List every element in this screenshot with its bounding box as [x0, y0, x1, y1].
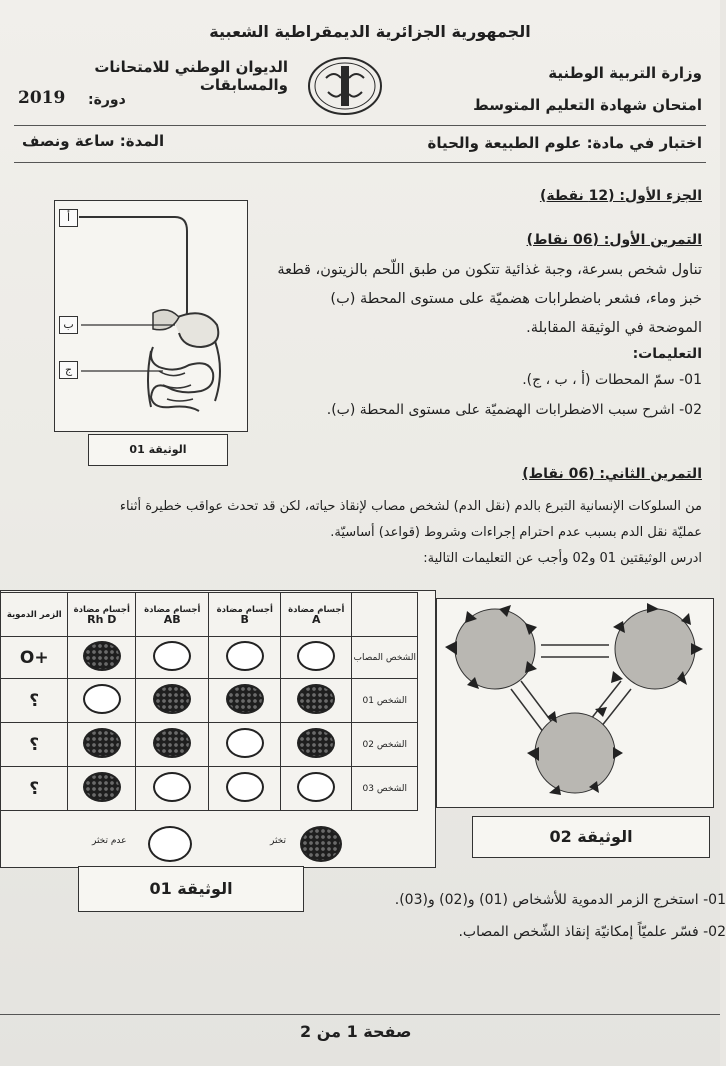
header-anti-a: أجسام مضادة A	[280, 593, 352, 637]
ex1-line: تناول شخص بسرعة، وجبة غذائية تتكون من طبق اللّحم بالزيتون، قطعة	[277, 262, 702, 278]
header-anti-ab: أجسام مضادة AB	[135, 593, 209, 637]
group-value: O+	[1, 637, 68, 679]
subject-line: اختبار في مادة: علوم الطبيعة والحياة	[427, 134, 702, 152]
no-agglutination-circle	[297, 641, 335, 671]
no-agglutination-circle	[153, 641, 191, 671]
agglutination-circle	[83, 772, 121, 802]
station-label-c: ج	[59, 361, 78, 379]
page-number: صفحة 1 من 2	[300, 1022, 412, 1041]
legend-no-agglutination-icon	[148, 826, 192, 862]
exam-name: امتحان شهادة التعليم المتوسط	[473, 96, 702, 114]
ministry-name: وزارة التربية الوطنية	[548, 64, 702, 82]
ex2-statement	[12, 494, 702, 572]
blood-group-table	[0, 592, 418, 811]
ex1-question-2: 02- اشرح سبب الاضطرابات الهضميّة على مستوى المحطة (ب).	[326, 402, 702, 418]
no-agglutination-circle	[226, 728, 264, 758]
row-label: الشخص 02	[352, 723, 418, 767]
row-label: الشخص 03	[352, 767, 418, 811]
station-label-a: أ	[59, 209, 78, 227]
office-name: الديوان الوطني للامتحانات والمسابقات	[94, 58, 288, 94]
no-agglutination-circle	[226, 772, 264, 802]
agglutination-circle	[297, 684, 335, 714]
doc1-small-caption: الوثيقة 01	[88, 434, 228, 466]
no-agglutination-circle	[226, 641, 264, 671]
table-row	[1, 679, 418, 723]
doc1-caption: الوثيقة 01	[78, 866, 304, 912]
ex1-title: التمرين الأول: (06 نقاط)	[526, 232, 702, 248]
agglutination-circle	[83, 641, 121, 671]
ex1-statement	[262, 256, 702, 343]
ex2-title: التمرين الثاني: (06 نقاط)	[522, 466, 702, 482]
ex2-line: ادرس الوثيقتين 01 و02 وأجب عن التعليمات التالية:	[423, 551, 702, 566]
legend-agglutination-icon	[300, 826, 342, 862]
agglutination-circle	[153, 728, 191, 758]
table-row	[1, 637, 418, 679]
ex1-question-1: 01- سمّ المحطات (أ ، ب ، ج).	[522, 372, 702, 388]
header-anti-rhd: أجسام مضادة Rh D	[68, 593, 135, 637]
doc2-caption: الوثيقة 02	[472, 816, 710, 858]
agglutination-circle	[297, 728, 335, 758]
no-agglutination-circle	[297, 772, 335, 802]
header-group: الزمر الدموية	[1, 593, 68, 637]
republic-title: الجمهورية الجزائرية الديمقراطية الشعبية	[209, 22, 531, 41]
session-label: دورة:	[88, 92, 126, 108]
session-year: 2019	[18, 88, 66, 108]
row-label: الشخص 01	[352, 679, 418, 723]
part1-title: الجزء الأول: (12 نقطة)	[539, 188, 702, 204]
ex1-line: الموضحة في الوثيقة المقابلة.	[526, 320, 702, 336]
no-agglutination-circle	[83, 684, 121, 714]
ex2-question-2: 02- فسّر علميّاً إمكانيّة إنقاذ الشّخص المصاب.	[458, 924, 726, 940]
ex1-line: خبز وماء، فشعر باضطرابات هضميّة على مستوى المحطة (ب)	[330, 291, 702, 307]
ex2-line: من السلوكات الإنسانية التبرع بالدم (نقل الدم) لشخص مصاب لإنقاذ حياته، لكن قد تحدث عواقب خطيرة أثناء	[119, 499, 702, 514]
agglutination-circle	[153, 684, 191, 714]
ex2-question-1: 01- استخرج الزمر الدموية للأشخاص (01) و(02) و(03).	[394, 892, 726, 908]
agglutination-figure	[436, 598, 714, 808]
header-anti-b: أجسام مضادة B	[209, 593, 281, 637]
agglutination-circle	[83, 728, 121, 758]
table-row	[1, 723, 418, 767]
group-value: ؟	[1, 679, 68, 723]
agglutination-circle	[226, 684, 264, 714]
legend-agglutination-label: تخثر	[270, 836, 286, 846]
group-value: ؟	[1, 767, 68, 811]
duration-line: المدة: ساعة ونصف	[22, 132, 165, 150]
ex1-instructions-title: التعليمات:	[632, 346, 702, 362]
no-agglutination-circle	[153, 772, 191, 802]
digestive-system-figure	[54, 200, 248, 432]
office-logo	[306, 56, 384, 116]
ex2-line: عمليّة نقل الدم بسبب عدم احترام إجراءات وشروط (قواعد) أساسيّة.	[330, 525, 702, 540]
legend-no-agglutination-label: عدم تخثر	[92, 836, 127, 846]
group-value: ؟	[1, 723, 68, 767]
table-row	[1, 767, 418, 811]
header-empty	[352, 593, 418, 637]
row-label: الشخص المصاب	[352, 637, 418, 679]
table-header-row	[1, 593, 418, 637]
station-label-b: ب	[59, 316, 78, 334]
